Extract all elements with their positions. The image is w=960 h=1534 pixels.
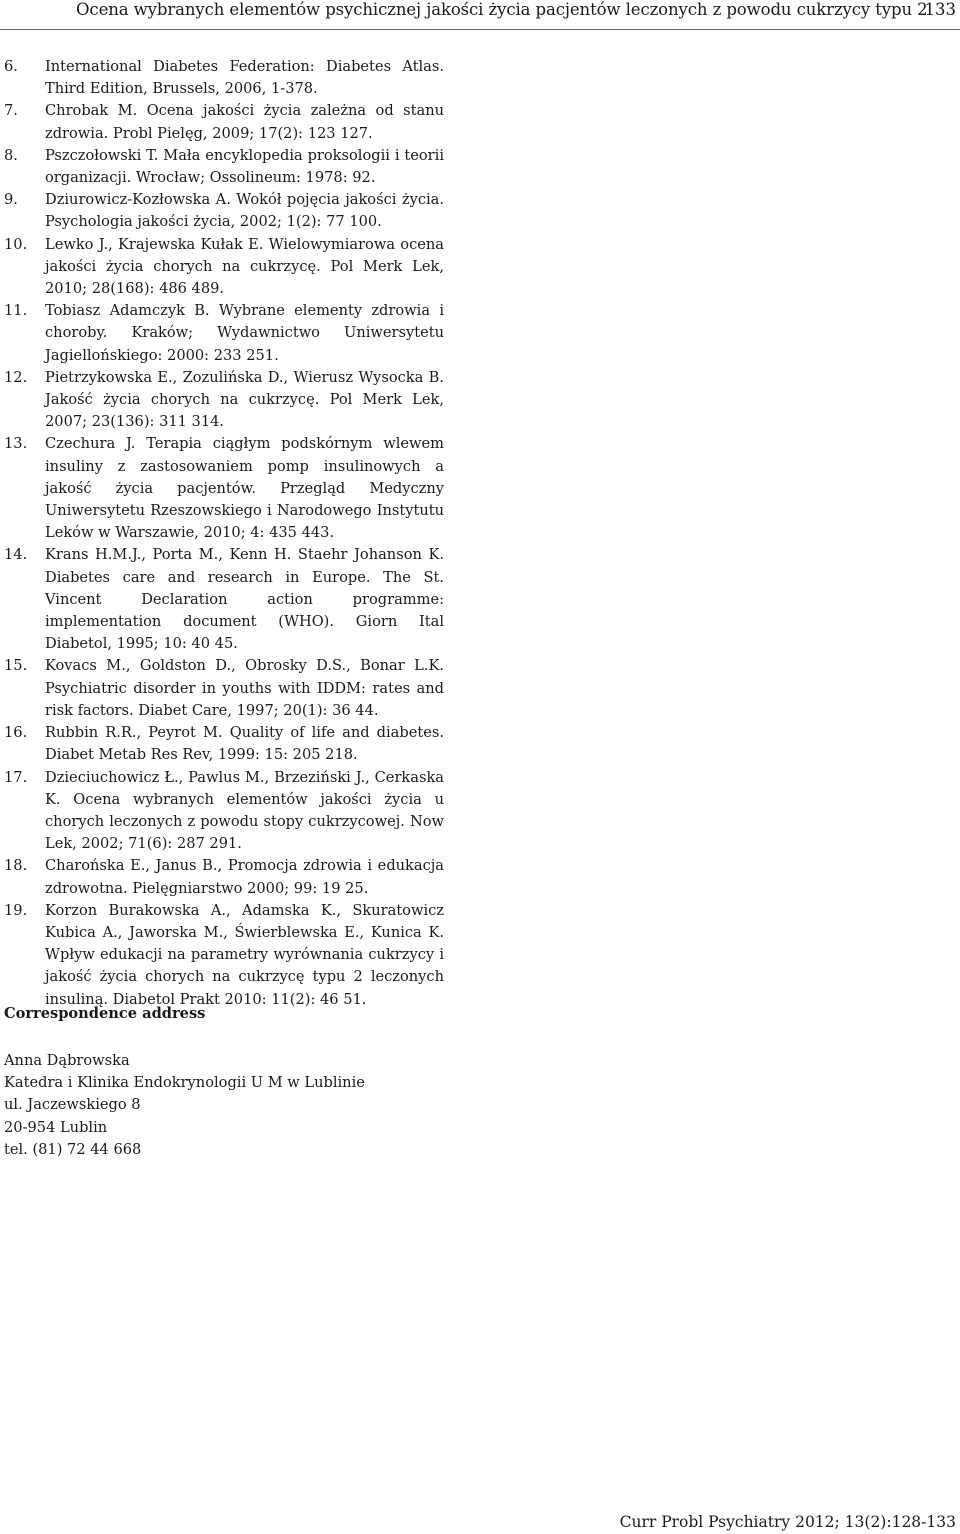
correspondence-heading: Correspondence address	[4, 1005, 206, 1022]
reference-number: 15.	[4, 657, 28, 675]
reference-number: 11.	[4, 302, 28, 320]
reference-list	[4, 56, 444, 1011]
reference-item	[4, 189, 444, 233]
reference-item	[4, 767, 444, 856]
reference-text: Pietrzykowska E., Zozulińska D., Wierusz Wysocka B. Jakość życia chorych na cukrzycę. Pol Merk Lek, 2007; 23(136): 311 314.	[45, 368, 444, 431]
reference-item	[4, 234, 444, 301]
reference-number: 19.	[4, 901, 28, 919]
reference-number: 16.	[4, 724, 28, 742]
reference-item	[4, 855, 444, 899]
reference-number: 7.	[4, 102, 18, 120]
reference-number: 12.	[4, 368, 28, 386]
reference-item	[4, 433, 444, 544]
address-city: 20-954 Lublin	[4, 1118, 108, 1136]
reference-item	[4, 300, 444, 367]
reference-item	[4, 100, 444, 144]
running-header	[0, 0, 960, 30]
reference-item	[4, 655, 444, 722]
reference-text: Krans H.M.J., Porta M., Kenn H. Staehr Johanson K. Diabetes care and research in Europe. The St. Vincent Declaration action programme: implementation document (WHO). Giorn Ital Diabetol, 1995; 10: 40 45.	[45, 546, 444, 653]
reference-text: Korzon Burakowska A., Adamska K., Skuratowicz Kubica A., Jaworska M., Świerblewska E., Kunica K. Wpływ edukacji na parametry wyrównania cukrzycy i jakość życia chorych na cukrzycę typu 2 leczonych insuliną. Diabetol Prakt 2010: 11(2): 46 51.	[45, 901, 444, 1008]
reference-item	[4, 544, 444, 655]
reference-item	[4, 367, 444, 434]
reference-text: Czechura J. Terapia ciągłym podskórnym wlewem insuliny z zastosowaniem pomp insulinowych a jakość życia pacjentów. Przegląd Medyczny Uniwersytetu Rzeszowskiego i Narodowego Instytutu Leków w Warszawie, 2010; 4: 435 443.	[45, 435, 444, 542]
reference-text: Pszczołowski T. Mała encyklopedia proksologii i teorii organizacji. Wrocław; Ossolineum: 1978: 92.	[45, 146, 444, 187]
journal-citation: Curr Probl Psychiatry 2012; 13(2):128-133	[619, 1513, 956, 1531]
reference-number: 17.	[4, 768, 28, 786]
reference-text: International Diabetes Federation: Diabetes Atlas. Third Edition, Brussels, 2006, 1-378.	[45, 58, 444, 98]
reference-text: Dziurowicz-Kozłowska A. Wokół pojęcia jakości życia. Psychologia jakości życia, 2002; 1(2): 77 100.	[45, 191, 444, 231]
phone-number: tel. (81) 72 44 668	[4, 1140, 142, 1158]
reference-text: Charońska E., Janus B., Promocja zdrowia i edukacja zdrowotna. Pielęgniarstwo 2000; 99: 19 25.	[45, 857, 444, 897]
reference-text: Rubbin R.R., Peyrot M. Quality of life and diabetes. Diabet Metab Res Rev, 1999: 15: 205 218.	[45, 724, 444, 764]
reference-item	[4, 900, 444, 1011]
reference-text: Chrobak M. Ocena jakości życia zależna od stanu zdrowia. Probl Pielęg, 2009; 17(2): 123 127.	[45, 102, 444, 142]
reference-text: Lewko J., Krajewska Kułak E. Wielowymiarowa ocena jakości życia chorych na cukrzycę. Pol Merk Lek, 2010; 28(168): 486 489.	[45, 235, 444, 298]
reference-number: 6.	[4, 58, 18, 75]
correspondence-address	[4, 1050, 365, 1161]
reference-text: Dzieciuchowicz Ł., Pawlus M., Brzeziński J., Cerkaska K. Ocena wybranych elementów jakości życia u chorych leczonych z powodu stopy cukrzycowej. Now Lek, 2002; 71(6): 287 291.	[45, 768, 444, 853]
reference-number: 9.	[4, 191, 18, 209]
reference-number: 8.	[4, 146, 18, 164]
reference-item	[4, 722, 444, 766]
page-number: 133	[924, 0, 956, 19]
author-institution: Katedra i Klinika Endokrynologii U M w Lublinie	[4, 1074, 365, 1092]
reference-number: 13.	[4, 435, 28, 453]
running-title: Ocena wybranych elementów psychicznej jakości życia pacjentów leczonych z powodu cukrzycy typu 2	[76, 0, 928, 19]
address-street: ul. Jaczewskiego 8	[4, 1096, 141, 1114]
reference-text: Tobiasz Adamczyk B. Wybrane elementy zdrowia i choroby. Kraków; Wydawnictwo Uniwersytetu Jagiellońskiego: 2000: 233 251.	[45, 302, 444, 364]
reference-number: 18.	[4, 857, 28, 875]
reference-item	[4, 145, 444, 189]
reference-number: 14.	[4, 546, 28, 564]
author-name: Anna Dąbrowska	[4, 1052, 130, 1069]
reference-item	[4, 56, 444, 100]
reference-number: 10.	[4, 235, 28, 253]
reference-text: Kovacs M., Goldston D., Obrosky D.S., Bonar L.K. Psychiatric disorder in youths with IDDM: rates and risk factors. Diabet Care, 1997; 20(1): 36 44.	[45, 657, 444, 719]
